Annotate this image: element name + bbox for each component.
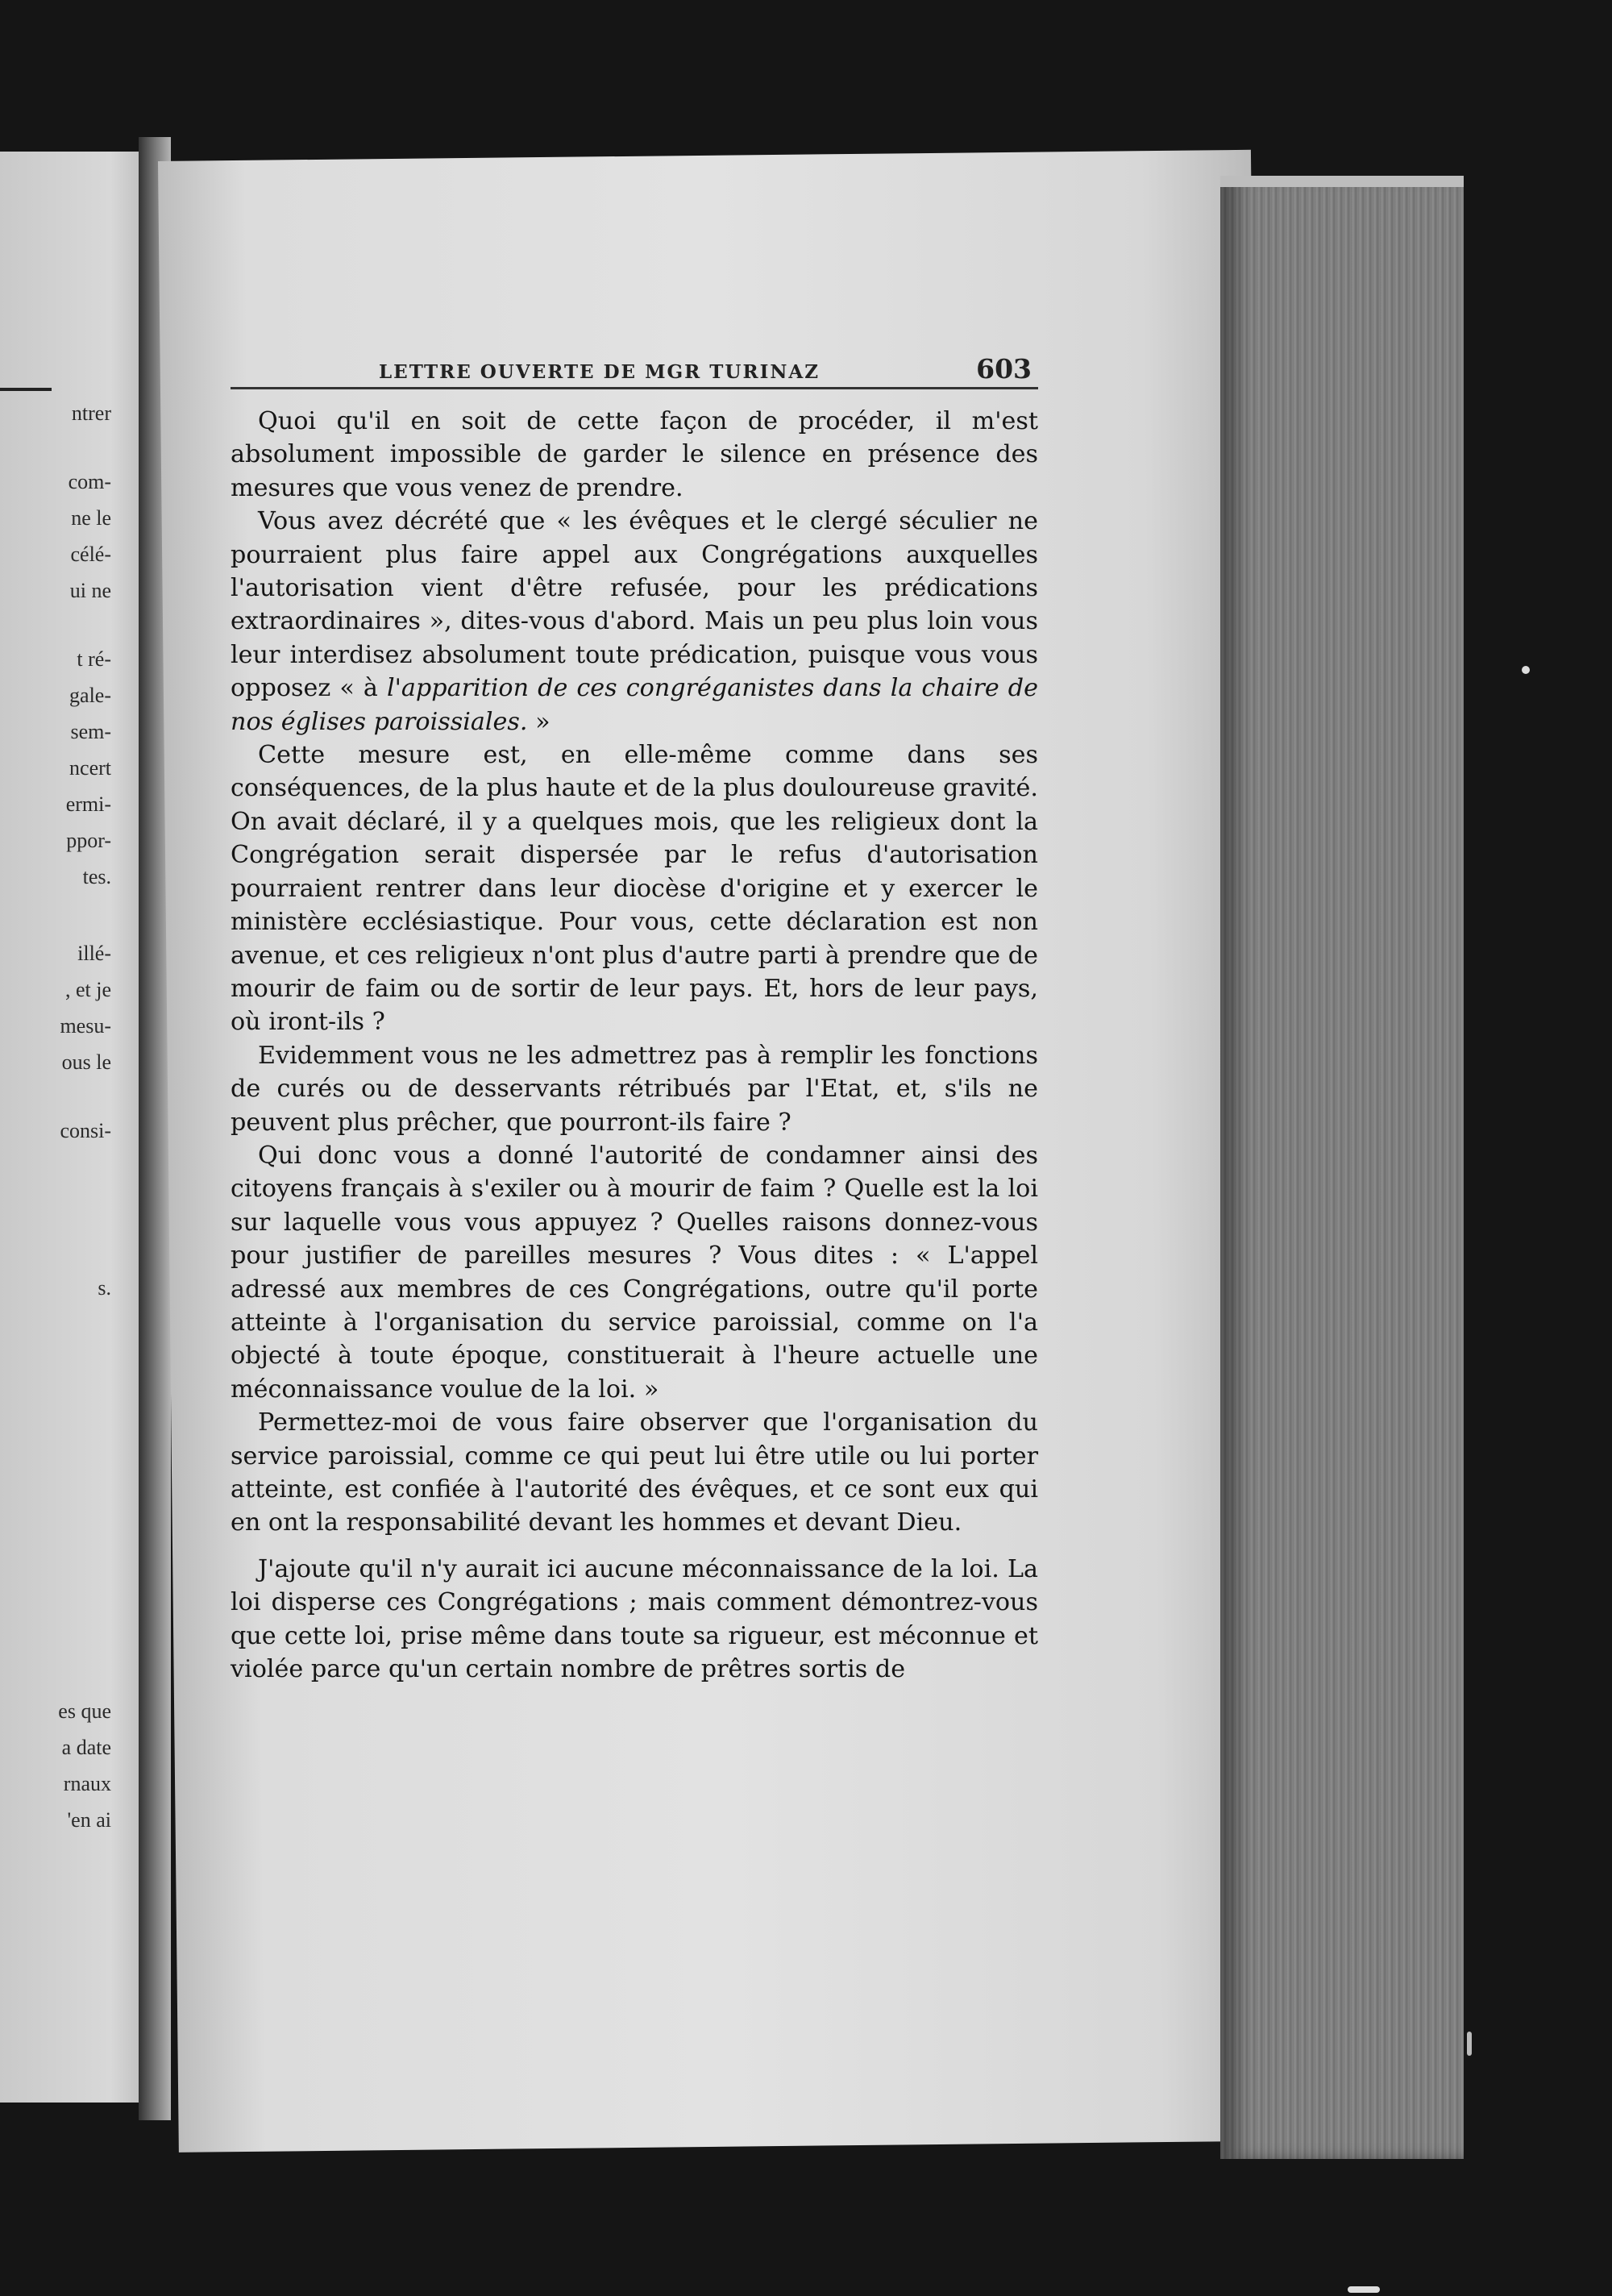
page-number: 603: [976, 353, 1032, 385]
left-line-fragment: rnaux: [63, 1772, 111, 1795]
paragraph: Evidemment vous ne les admettrez pas à remplir les fonctions de curés ou de desservants rétribués par l'Etat, et, s'ils ne peuvent plus prêcher, que pourront-ils faire ?: [231, 1041, 1038, 1137]
running-title: LETTRE OUVERTE DE MGR TURINAZ: [379, 361, 821, 383]
left-line-fragment: ppor-: [66, 829, 111, 852]
left-line-fragment: mesu-: [60, 1014, 111, 1038]
dust-speck: [1467, 2032, 1472, 2056]
page-header: [379, 353, 1032, 385]
left-line-fragment: com-: [68, 470, 111, 493]
page-block-edge: [1220, 176, 1464, 2159]
left-line-fragment: ncert: [69, 756, 111, 780]
dust-speck: [1522, 666, 1530, 674]
left-line-fragment: ntrer: [71, 401, 111, 425]
page-block-top: [1220, 176, 1464, 187]
left-page-rule: [0, 388, 52, 391]
left-page-fragment: [0, 152, 158, 2103]
left-line-fragment: ous le: [61, 1050, 111, 1074]
body-text: [231, 405, 1038, 1686]
dust-speck: [1348, 2286, 1380, 2293]
left-line-fragment: tes.: [82, 865, 111, 888]
italic-quote: l'apparition de ces congréganistes dans la chaire de nos églises paroissiales.: [231, 674, 1038, 736]
left-line-fragment: ne le: [71, 506, 111, 530]
left-line-fragment: ui ne: [69, 579, 111, 602]
header-rule: [231, 387, 1038, 389]
left-line-fragment: célé-: [70, 543, 111, 566]
left-line-fragment: 'en ai: [67, 1808, 111, 1832]
left-line-fragment: a date: [61, 1736, 111, 1759]
paragraph: Quoi qu'il en soit de cette façon de procéder, il m'est absolument impossible de garder le silence en présence des mesures que vous venez de prendre.: [231, 407, 1038, 502]
paragraph: [231, 505, 1038, 738]
left-line-fragment: gale-: [69, 684, 111, 707]
paragraph-text: Vous avez décrété que « les évêques et le clergé séculier ne pourraient plus faire appel aux Congrégations auxquelles l'autorisation vient d'être refusée, pour les prédications extraordinaires », dites-vous d'abord. Mais un peu plus loin vous leur interdisez absolument toute prédication, puisque vous vous opposez « à: [231, 507, 1038, 703]
left-line-fragment: es que: [58, 1699, 111, 1723]
paragraph: Qui donc vous a donné l'autorité de condamner ainsi des citoyens français à s'exiler ou à mourir de faim ? Quelle est la loi sur laquelle vous vous appuyez ? Quelles raisons donnez-vous pour justifier de pareilles mesures ? Vous dites : « L'appel adressé aux membres de ces Congrégations, outre qu'il porte atteinte à l'organisation du service paroissial, comme on l'a objecté à toute époque, constituerait à l'heure actuelle une méconnaissance voulue de la loi. »: [231, 1141, 1038, 1404]
left-line-fragment: consi-: [60, 1119, 111, 1142]
left-line-fragment: illé-: [77, 942, 111, 965]
paragraph: Cette mesure est, en elle-même comme dans ses conséquences, de la plus haute et de la plus douloureuse gravité. On avait déclaré, il y a quelques mois, que les religieux dont la Congrégation serait dispersée par le refus d'autorisation pourraient rentrer dans leur diocèse d'origine et y exercer le ministère ecclésiastique. Pour vous, cette déclaration est non avenue, et ces religieux n'ont plus d'autre parti à prendre que de mourir de faim ou de sortir de leur pays. Et, hors de leur pays, où iront-ils ?: [231, 741, 1038, 1037]
left-line-fragment: s.: [98, 1276, 111, 1300]
left-line-fragment: ermi-: [65, 792, 111, 816]
paragraph: J'ajoute qu'il n'y aurait ici aucune méconnaissance de la loi. La loi disperse ces Congrégations ; mais comment démontrez-vous que cette loi, prise même dans toute sa rigueur, est méconnue et violée parce qu'un certain nombre de prêtres sortis de: [231, 1554, 1038, 1684]
left-line-fragment: sem-: [70, 720, 111, 743]
left-line-fragment: t ré-: [77, 647, 111, 671]
paragraph: Permettez-moi de vous faire observer que l'organisation du service paroissial, comme ce qui peut lui être utile ou lui porter atteinte, est confiée à l'autorité des évêques, et ce sont eux qui en ont la responsabilité devant les hommes et devant Dieu.: [231, 1408, 1038, 1537]
left-line-fragment: , et je: [64, 978, 111, 1001]
paragraph-text: »: [527, 707, 550, 736]
